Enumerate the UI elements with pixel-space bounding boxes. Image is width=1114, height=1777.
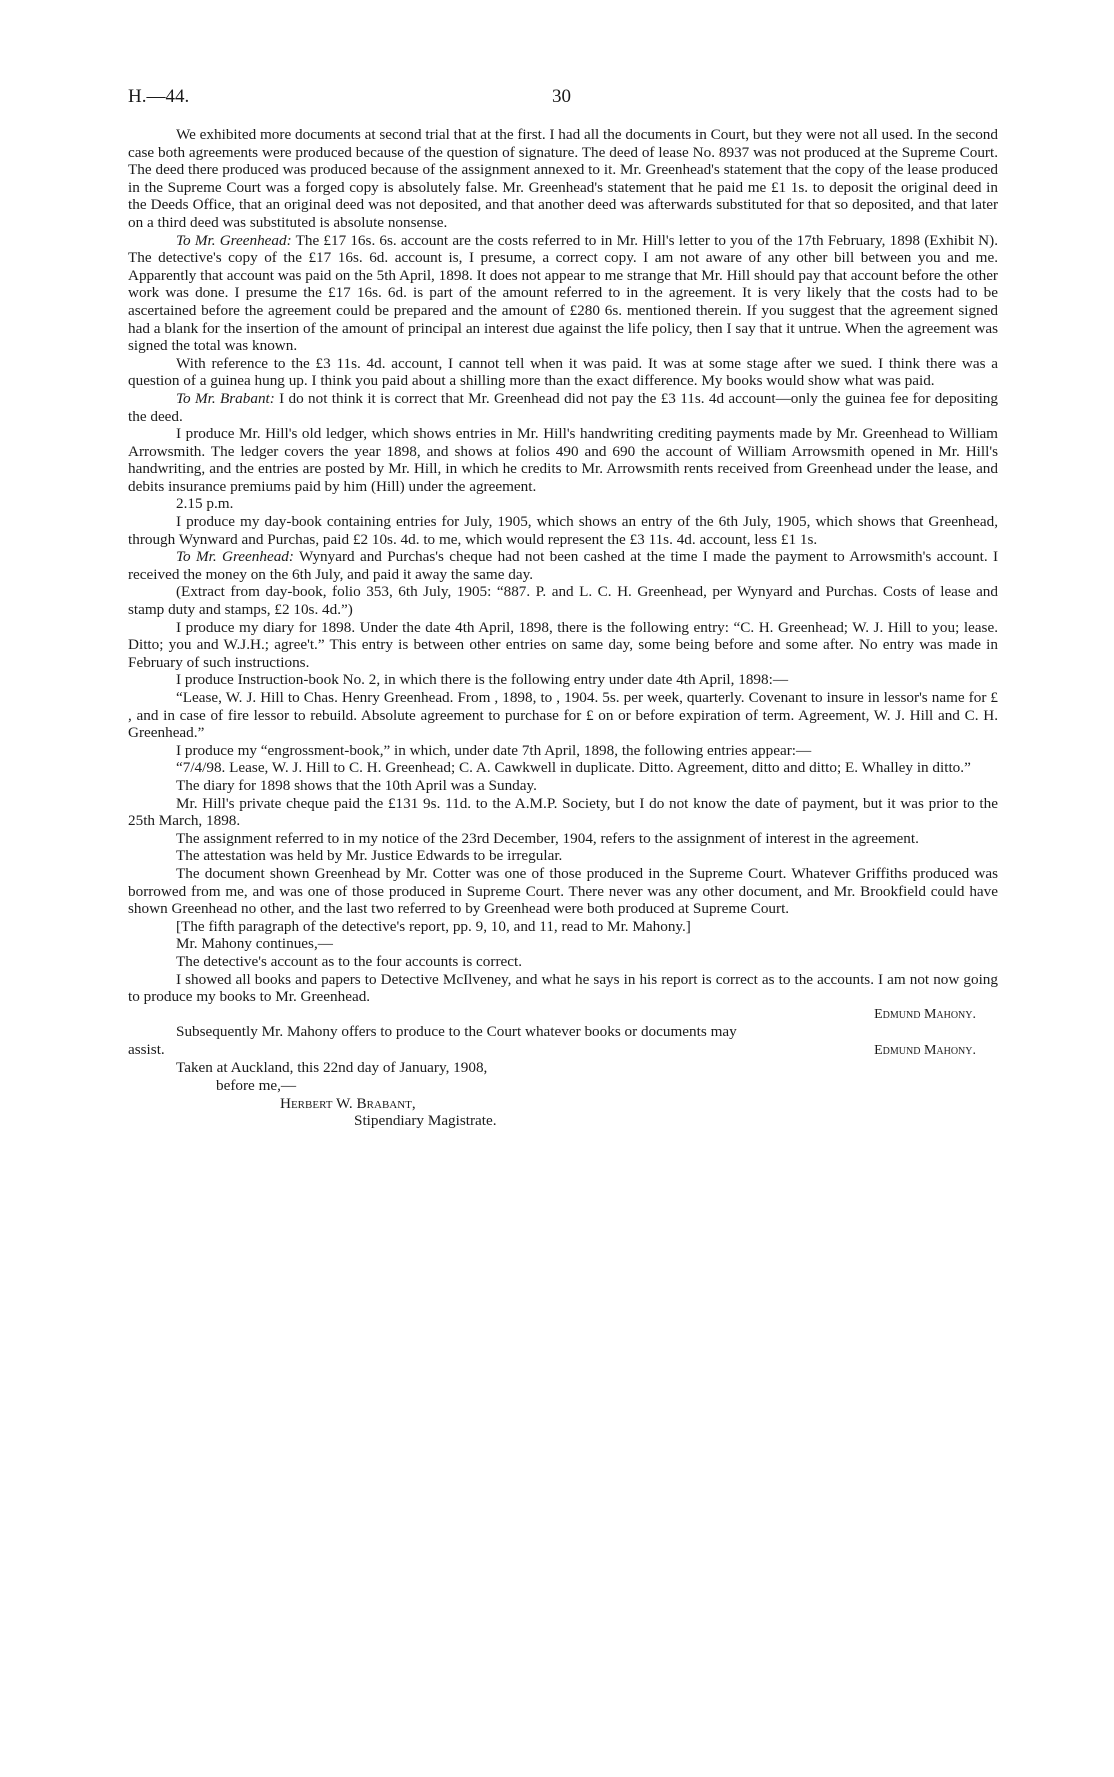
body-paragraph <box>128 390 998 425</box>
body-paragraph: I showed all books and papers to Detective McIlveney, and what he says in his report is correct as to the accounts. I am not now going to produce my books to Mr. Greenhead. <box>128 970 998 1006</box>
body-paragraph: “7/4/98. Lease, W. J. Hill to C. H. Greenhead; C. A. Cawkwell in duplicate. Ditto. Agreement, ditto and ditto; E. Whalley in ditto.” <box>176 759 971 777</box>
paragraph-text: I do not think it is correct that Mr. Greenhead did not pay the £3 11s. 4d account—only the guinea fee for depositing the deed. <box>128 389 998 425</box>
footer-before-me: before me,— <box>216 1077 297 1095</box>
body-paragraph: Mr. Hill's private cheque paid the £131 9s. 11d. to the A.M.P. Society, but I do not know the date of payment, but it was prior to the 25th March, 1898. <box>128 794 998 830</box>
body-paragraph: The document shown Greenhead by Mr. Cotter was one of those produced in the Supreme Court. Whatever Griffiths produced was borrowed from me, and was one of those produced in Supreme Court. There never was any other document, and Mr. Brookfield could have shown Greenhead no other, and the last two referred to by Greenhead were both produced at Supreme Court. <box>128 864 998 918</box>
body-paragraph: The assignment referred to in my notice of the 23rd December, 1904, refers to the assignment of interest in the agreement. <box>176 829 919 847</box>
body-paragraph: The detective's account as to the four accounts is correct. <box>176 952 522 970</box>
footer-taken-at: Taken at Auckland, this 22nd day of January, 1908, <box>176 1059 488 1077</box>
body-paragraph: I produce my diary for 1898. Under the date 4th April, 1898, there is the following entry: “C. H. Greenhead; W. J. Hill to you; lease. Ditto; you and W.J.H.; agree't.” This entry is between other entries on same day, some being before and some after. No entry was made in February of such instructions. <box>128 618 998 671</box>
closing-line <box>128 1041 998 1060</box>
body-paragraph: [The fifth paragraph of the detective's report, pp. 9, 10, and 11, read to Mr. Mahony.] <box>176 917 691 935</box>
paragraph-lead: To Mr. Brabant: <box>176 389 275 407</box>
closing-section <box>128 1006 998 1130</box>
page-number: 30 <box>552 86 571 107</box>
body-paragraph: “Lease, W. J. Hill to Chas. Henry Greenhead. From , 1898, to , 1904. 5s. per week, quarterly. Covenant to insure in lessor's name for £ , and in case of fire lessor to rebuild. Absolute agreement to purchase for £ on or before expiration of term. Agreement, W. J. Hill and C. H. Greenhead.” <box>128 689 998 742</box>
body-paragraph: (Extract from day-book, folio 353, 6th July, 1905: “887. P. and L. C. H. Greenhead, per Wynyard and Purchas. Costs of lease and stamp duty and stamps, £2 10s. 4d.”) <box>128 583 998 619</box>
body-paragraph <box>128 548 998 583</box>
body-paragraph: I produce my day-book containing entries for July, 1905, which shows an entry of the 6th July, 1905, which shows that Greenhead, through Wynward and Purchas, paid £2 10s. 4d. to me, which would represent the £3 11s. 4d. account, less £1 1s. <box>128 513 998 548</box>
body-paragraph: We exhibited more documents at second trial that at the first. I had all the documents in Court, but they were not all used. In the second case both agreements were produced because of the question of signature. The deed of lease No. 8937 was not produced at the Supreme Court. The deed there produced was produced because of the assignment annexed to it. Mr. Greenhead's statement that the copy of the lease produced in the Supreme Court was a forged copy is absolutely false. Mr. Greenhead's statement that he paid me £1 1s. to deposit the original deed in the Deeds Office, that an original deed was not deposited, and that another deed was afterwards substituted for that so deposited, and that later on a third deed was substituted is absolute nonsense. <box>128 126 998 231</box>
body-paragraph: I produce Mr. Hill's old ledger, which shows entries in Mr. Hill's handwriting crediting payments made by Mr. Greenhead to William Arrowsmith. The ledger covers the year 1898, and shows at folios 490 and 690 the account of William Arrowsmith opened in Mr. Hill's handwriting, and the entries are posted by Mr. Hill, in which he credits to Mr. Arrowsmith rents received from Greenhead under the lease, and debits insurance premiums paid by him (Hill) under the agreement. <box>128 425 998 495</box>
paragraph-text: The £17 16s. 6s. account are the costs referred to in Mr. Hill's letter to you of the 17th February, 1898 (Exhibit N). The detective's copy of the £17 16s. 6d. account is, I presume, a correct copy. I am not aware of any other bill between you and me. Apparently that account was paid on the 5th April, 1898. It does not appear to me strange that Mr. Hill should pay that account before the other work was done. I presume the £17 16s. 6d. is part of the amount referred to in the agreement. It is very likely that the costs had to be ascertained before the agreement could be prepared and the amount of £280 6s. mentioned therein. If you suggest that the agreement signed had a blank for the insertion of the amount of principal an interest due against the life policy, then I say that it untrue. When the agreement was signed the total was known. <box>128 231 998 355</box>
closing-last-line: assist. <box>128 1040 165 1058</box>
body-paragraph: 2.15 p.m. <box>176 495 234 513</box>
footer-magistrate-title: Stipendiary Magistrate. <box>354 1112 497 1130</box>
paragraph-lead: To Mr. Greenhead: <box>176 231 292 249</box>
body-paragraph: The diary for 1898 shows that the 10th April was a Sunday. <box>176 776 537 794</box>
paragraph-text: Wynyard and Purchas's cheque had not been cashed at the time I made the payment to Arrowsmith's account. I received the money on the 6th July, and paid it away the same day. <box>128 548 999 583</box>
document-reference: H.—44. <box>128 86 190 107</box>
signature-edmund-mahony: Edmund Mahony. <box>874 1006 976 1022</box>
body-paragraph: I produce my “engrossment-book,” in which, under date 7th April, 1898, the following entries appear:— <box>176 741 812 759</box>
page-header <box>128 86 998 126</box>
body-paragraph: With reference to the £3 11s. 4d. account, I cannot tell when it was paid. It was at some stage after we sued. I think there was a question of a guinea hung up. I think you paid about a shilling more than the exact difference. My books would show what was paid. <box>128 354 998 390</box>
signature-edmund-mahony-2: Edmund Mahony. <box>874 1042 976 1058</box>
closing-paragraph: Subsequently Mr. Mahony offers to produce to the Court whatever books or documents may <box>176 1023 737 1041</box>
body-paragraph: The attestation was held by Mr. Justice Edwards to be irregular. <box>176 847 563 865</box>
document-body <box>128 126 998 1006</box>
body-paragraph: I produce Instruction-book No. 2, in which there is the following entry under date 4th April, 1898:— <box>176 671 789 689</box>
body-paragraph <box>128 232 998 355</box>
body-paragraph: Mr. Mahony continues,— <box>176 935 333 953</box>
document-page <box>128 86 998 1130</box>
footer-magistrate-name: Herbert W. Brabant, <box>280 1094 416 1112</box>
paragraph-lead: To Mr. Greenhead: <box>176 548 294 566</box>
